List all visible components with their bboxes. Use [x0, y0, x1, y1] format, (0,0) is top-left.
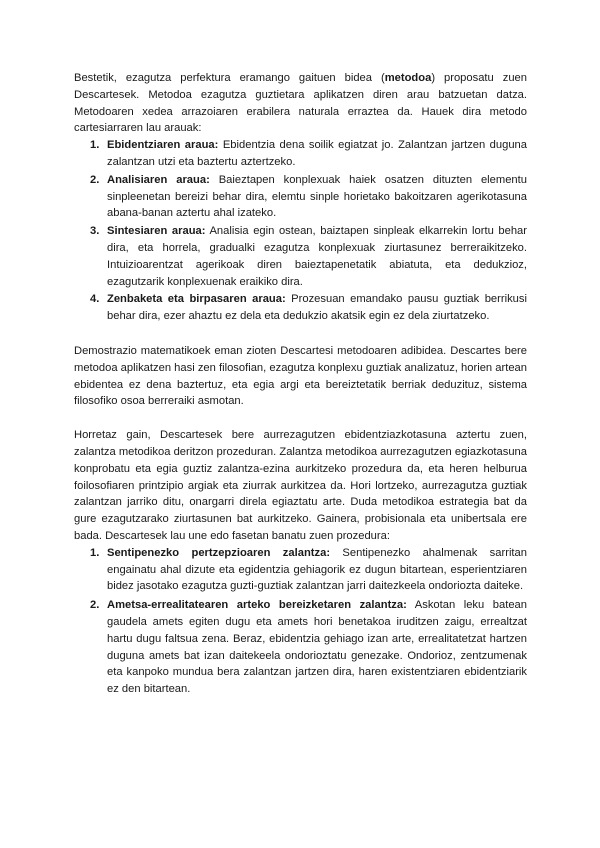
- list-item: 2. Analisiaren araua: Baieztapen konplexuak haiek osatzen dituzten elementu sinpleenetan bereizi behar dira, elemtu sinple horietako bakoitzaren agerikotasuna abana-banan aztertu ahal izateko.: [90, 173, 527, 220]
- list-item: 4. Zenbaketa eta birpasaren araua: Prozesuan emandako pausu guztiak berrikusi behar dira, ezer ahaztu ez dela eta dedukzio akatsik egin ez dela ziurtatzeko.: [90, 293, 527, 323]
- rules-list: [74, 137, 527, 325]
- list-item: 1. Ebidentziaren araua: Ebidentzia dena soilik egiatzat jo. Zalantzan jartzen duguna zalantzan utzi eta baztertu aztertzeko.: [90, 139, 528, 168]
- list-item: 1. Sentipenezko pertzepzioaren zalantza: Sentipenezko ahalmenak sarritan engainatu ahal dizute eta egidentzia gehiagorik ez dugun bitartean, esperientziaren bidez jasotako ezagutza guzti-guztiak zalantzan jarri daitezkeela ondoriozta daiteke.: [90, 546, 527, 593]
- spacer: [74, 326, 527, 343]
- spacer: [74, 410, 527, 427]
- document-page: [74, 70, 527, 700]
- list-item: 3. Sintesiaren araua: Analisia egin ostean, baiztapen sinpleak elkarrekin lortu behar dira, eta horrela, gradualki ezagutza konplexuak ziurtasunez berreraikitzeko. Intuizioarentzat agerikoak diren baieztapenetatik abiatuta, eta dedukzioz, ezagutzarik konplexuenak eraikiko dira.: [90, 225, 527, 288]
- phases-list: [74, 545, 527, 698]
- intro-paragraph: Bestetik, ezagutza perfektura eramango gaituen bidea (metodoa) proposatu zuen Descartesek. Metodoa ezagutza guztietara aplikatzen diren arau batzuetan datza. Metodoaren xedea arrazoiaren erabilera naturala erraztea da. Hauek dira metodo cartesiarraren lau arauak:: [74, 72, 527, 135]
- demonstration-paragraph: Demostrazio matematikoek eman zioten Descartesi metodoaren adibidea. Descartes bere metodoa aplikatzen hasi zen filosofian, ezagutza konplexu guztiak analizatuz, horien artean ebidentea ez dena baztertuz, eta egia argi eta bereiztetatik berriak deduzituz, sistema filosofiko osoa berreraiki asmotan.: [74, 344, 527, 408]
- methodical-doubt-paragraph: Horretaz gain, Descartesek bere aurrezagutzen ebidentziazkotasuna aztertu zuen, zalantza metodikoa deritzon prozeduran. Zalantza metodikoa aurrezagutzen egiazkotasuna konprobatu eta egia guztiz zalantza-ezina aurkitzeko prozedura da, eta heren helburua foilosofiaren printzipio argiak eta ziurrak aurkitzea da. Hori lortzeko, aurrezagutza guztiak zalantzan jarriko ditu, onargarri direla egiaztatu arte. Duda metodikoa estrategia bat da gure ezagutzarako ziurtasunen bat aurkitzeko. Gainera, probisionala eta unibertsala ere bada. Descartesek lau une edo fasetan banatu zuen prozedura:: [74, 429, 527, 542]
- method-term: metodoa: [384, 72, 432, 84]
- list-item: 2. Ametsa-errealitatearen arteko bereizketaren zalantza: Askotan leku batean gaudela amets egiten dugu eta amets hori benetakoa iruditzen zaigu, errealtzat hartu dugu faltsua zena. Beraz, ebidentzia gehiago izan arte, errealitatetzat hartzen duguna amets bat izan daitekeela ondorioztatu genezake. Ondorioz, zentzumenak eta kanpoko mundua bera zalantzan jartzen dira, haren existentziaren ebidentziarik ez den bitartean.: [90, 599, 528, 696]
